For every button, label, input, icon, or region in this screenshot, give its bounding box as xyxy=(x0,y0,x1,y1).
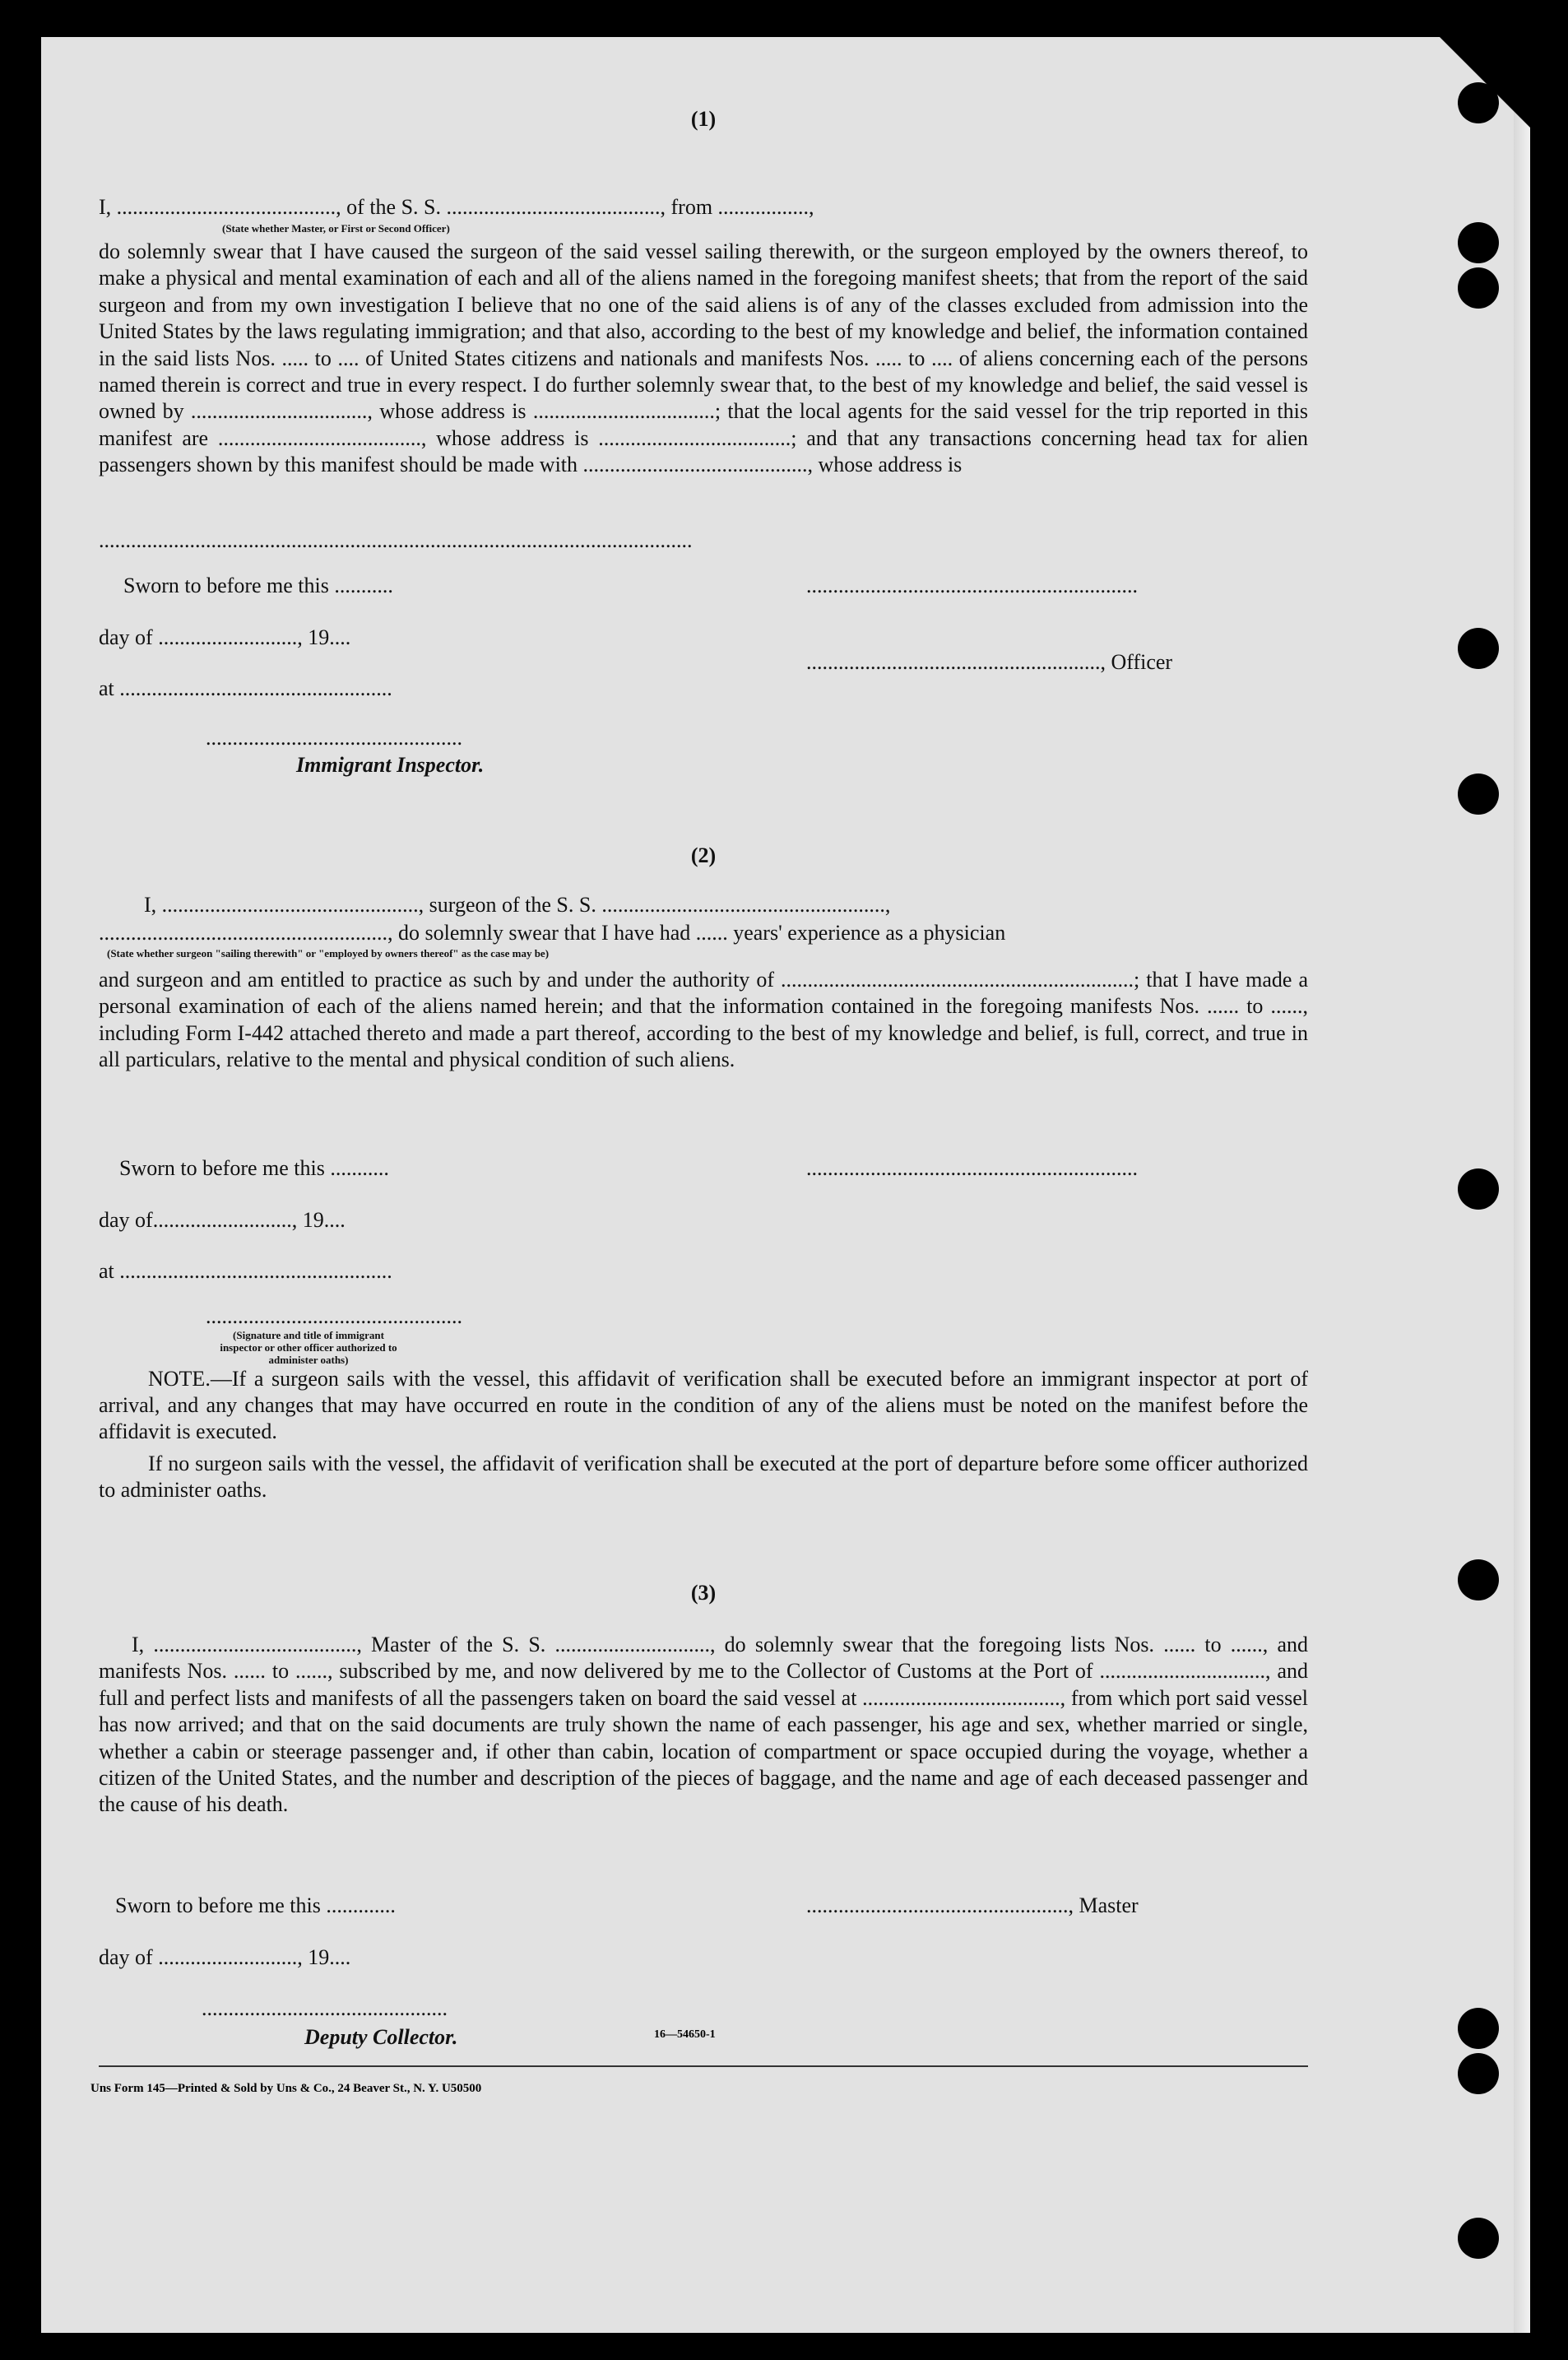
punch-hole xyxy=(1458,774,1499,815)
section-2-note-2: If no surgeon sails with the vessel, the affidavit of verification shall be executed at the port of departure before some officer authorized to administer oaths. xyxy=(99,1452,1308,1502)
section-2-sig-caption: (Signature and title of immigrant inspector or other officer authorized to administer oaths) xyxy=(220,1329,397,1366)
section-2-body: and surgeon and am entitled to practice as such by and under the authority of ..................................................................; that I have made a personal examination of each of the aliens named herein; and that the information contained in the foregoing manifests Nos. ...... to ......, including Form I-442 attached thereto and made a part thereof, according to the best of my knowledge and belief, is full, correct, and true in all particulars, relative to the mental and physical condition of such aliens. xyxy=(99,968,1308,1072)
punch-hole xyxy=(1458,1559,1499,1600)
punch-hole xyxy=(1458,82,1499,123)
section-3-master-line: ................................................., Master xyxy=(806,1893,1139,1917)
form-code: 16—54650-1 xyxy=(654,2028,716,2041)
punch-hole xyxy=(1458,2218,1499,2259)
section-2-caption: (State whether surgeon "sailing therewith" or "employed by owners thereof" as the case may be) xyxy=(107,947,550,959)
section-2-line2: ......................................................, do solemnly swear that I have had ...... years' experience as a physician xyxy=(99,921,1006,945)
section-1-at: at ................................................... xyxy=(99,676,392,700)
section-1-sworn: Sworn to before me this ........... xyxy=(123,574,393,597)
punch-hole xyxy=(1458,2008,1499,2049)
section-1-officer-line: ......................................................., Officer xyxy=(806,650,1173,674)
section-1-trail: ............................................................................................................... xyxy=(99,528,693,552)
section-2-sworn: Sworn to before me this ........... xyxy=(119,1156,389,1180)
section-1-caption: (State whether Master, or First or Second Officer) xyxy=(222,222,450,235)
page-edge xyxy=(1514,37,1530,2333)
footer-rule xyxy=(99,2065,1308,2067)
section-1-number: (1) xyxy=(690,107,717,131)
section-3 xyxy=(99,1581,1308,2091)
section-2 xyxy=(99,843,1308,1518)
section-3-sworn: Sworn to before me this ............. xyxy=(115,1893,396,1917)
punch-hole xyxy=(1458,267,1499,309)
section-1-body: do solemnly swear that I have caused the surgeon of the said vessel sailing therewith, or the surgeon employed by the owners thereof, to make a physical and mental examination of each and all of the aliens named in the foregoing manifest sheets; that from the report of the said surgeon and from my own investigation I believe that no one of the said aliens is of any of the classes excluded from admission into the United States by the laws regulating immigration; and that also, according to the best of my knowledge and belief, the information contained in the said lists Nos. ..... to .... of United States citizens and nationals and manifests Nos. ..... to .... of aliens concerning each of the persons named therein is correct and true in every respect. I do further solemnly swear that, to the best of my knowledge and belief, the said vessel is owned by ................................., whose address is ..................................; that the local agents for the said vessel for the trip reported in this manifest are ......................................, whose address is ....................................; and that any transactions concerning head tax for alien passengers shown by this manifest should be made with .........................................., whose address is xyxy=(99,239,1308,477)
section-3-collector-dots: .............................................. xyxy=(202,1996,448,2020)
punch-hole xyxy=(1458,2053,1499,2094)
punch-hole xyxy=(1458,222,1499,263)
section-3-body: I, ......................................, Master of the S. S. ............................., do solemnly swear that the foregoing lists Nos. ...... to ......, and manifests Nos. ...... to ......, subscribed by me, and now delivered by me to the Collector of Customs at the Port of ..............................., and full and perfect lists and manifests of all the passengers taken on board the said vessel at ....................................., from which port said vessel has now arrived; and that on the said documents are truly shown the name of each passenger, his age and sex, whether married or single, whether a cabin or steerage passenger and, if other than cabin, location of compartment or space occupied during the voyage, whether a citizen of the United States, and the number and description of the pieces of baggage, and the name and age of each deceased passenger and the cause of his death. xyxy=(99,1633,1308,1817)
section-3-number: (3) xyxy=(690,1581,717,1605)
document-page xyxy=(41,37,1530,2333)
section-2-line1: I, ................................................, surgeon of the S. S. ....................................................., xyxy=(144,893,891,917)
section-3-collector-label: Deputy Collector. xyxy=(304,2025,458,2049)
section-1 xyxy=(99,107,1308,790)
section-2-note-1: NOTE.—If a surgeon sails with the vessel, this affidavit of verification shall be executed before an immigrant inspector at port of arrival, and any changes that may have occurred en route in the condition of any of the aliens must be noted on the manifest before the affidavit is executed. xyxy=(99,1367,1308,1443)
section-2-day-of: day of.........................., 19.... xyxy=(99,1208,346,1232)
section-1-day-of: day of .........................., 19.... xyxy=(99,625,351,649)
section-1-inspector-dots: ................................................ xyxy=(206,726,462,750)
section-2-sig-dots: ................................................ xyxy=(206,1304,462,1328)
section-2-right-dots: .............................................................. xyxy=(806,1156,1138,1180)
section-3-day-of: day of .........................., 19.... xyxy=(99,1945,351,1969)
section-1-inspector-label: Immigrant Inspector. xyxy=(296,753,485,777)
punch-hole xyxy=(1458,628,1499,669)
section-1-opening-line: I, ........................................., of the S. S. ........................................, from ................., xyxy=(99,195,814,219)
punch-hole xyxy=(1458,1168,1499,1210)
section-1-officer-dots: .............................................................. xyxy=(806,574,1138,597)
printer-footer: Uns Form 145—Printed & Sold by Uns & Co., 24 Beaver St., N. Y. U50500 xyxy=(90,2082,482,2095)
section-2-number: (2) xyxy=(690,843,717,867)
section-2-at: at ................................................... xyxy=(99,1259,392,1283)
